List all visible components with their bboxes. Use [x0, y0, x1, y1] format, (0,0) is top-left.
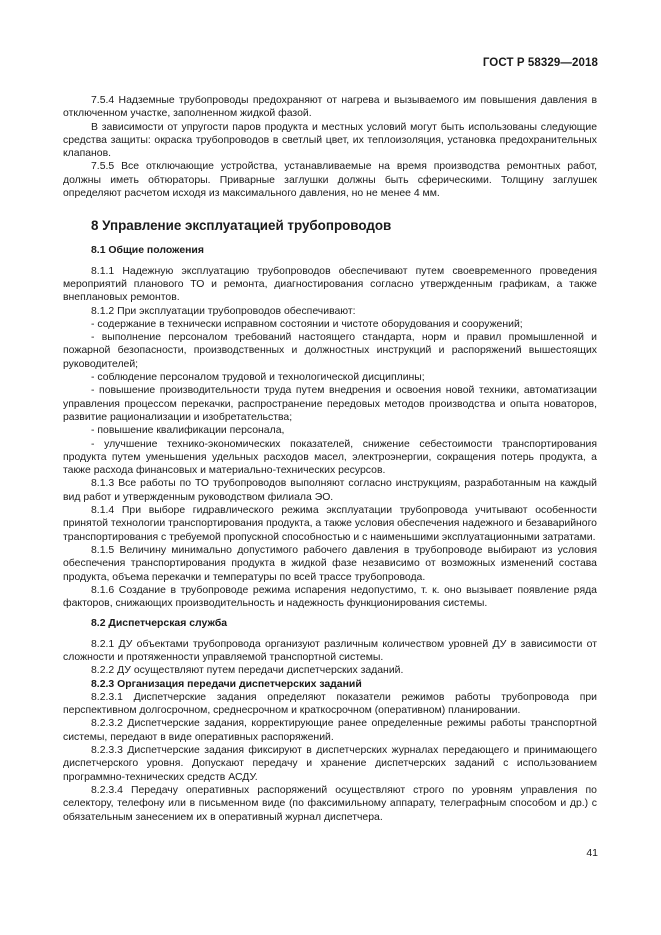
list-item: - содержание в технически исправном состоянии и чистоте оборудования и сооружений; [91, 318, 523, 330]
section-heading-8: 8 Управление эксплуатацией трубопроводов [91, 218, 392, 234]
list-item: - улучшение технико-экономических показателей, снижение себестоимости транспортирования продукта путем уменьшения удельных расходов масел, электроэнергии, сокращения потерь продукта, а также расхода финансовых и материально-технических ресурсов. [63, 438, 597, 477]
list-item: - повышение квалификации персонала, [91, 425, 285, 437]
paragraph-7-5-4-continued: В зависимости от упругости паров продукта и местных условий могут быть использованы следующие средства защиты: окраска трубопроводов в светлый цвет, их теплоизоляция, установка предохранительных клапанов. [63, 121, 597, 160]
paragraph-8-2-3-2: 8.2.3.2 Диспетчерские задания, корректирующие ранее определенные режимы работы транспортной системы, передают в виде оперативных распоряжений. [63, 718, 597, 743]
page-number: 41 [586, 847, 598, 859]
document-body [63, 94, 597, 824]
paragraph-8-1-3: 8.1.3 Все работы по ТО трубопроводов выполняют согласно инструкциям, разработанным на каждый вид работ и утвержденным руководством филиала ЭО. [63, 478, 597, 503]
paragraph-8-2-3-3: 8.2.3.3 Диспетчерские задания фиксируют в диспетчерских журналах передающего и принимающего диспетчерского уровня. Допускают передачу и хранение диспетчерских заданий с использованием программно-технических средств АСДУ. [63, 745, 597, 783]
paragraph-8-1-2: 8.1.2 При эксплуатации трубопроводов обеспечивают: [91, 305, 356, 317]
paragraph-7-5-5: 7.5.5 Все отключающие устройства, устанавливаемые на время производства ремонтных работ, должны иметь обтюраторы. Приварные заглушки должны быть сферическими. Толщину заглушек определяют расчетом исходя из максимального давления, но не менее 4 мм. [63, 161, 597, 200]
subsection-heading-8-2-3: 8.2.3 Организация передачи диспетчерских заданий [91, 678, 362, 690]
subsection-heading-8-2: 8.2 Диспетчерская служба [91, 618, 228, 630]
paragraph-8-2-2: 8.2.2 ДУ осуществляют путем передачи диспетчерских заданий. [91, 665, 404, 677]
paragraph-8-1-5: 8.1.5 Величину минимально допустимого рабочего давления в трубопроводе выбирают из условия обеспечения транспортирования продукта в жидкой фазе независимо от возможных изменений состава продукта, объема перекачки и температуры по всей трассе трубопровода. [63, 544, 597, 583]
paragraph-8-1-6: 8.1.6 Создание в трубопроводе режима испарения недопустимо, т. к. оно вызывает появление ряда факторов, снижающих производительность и надежность функционирования системы. [63, 584, 597, 610]
list-item: - выполнение персоналом требований настоящего стандарта, норм и правил промышленной и пожарной безопасности, производственных и должностных инструкций и распоряжений вышестоящих руководителей; [63, 332, 597, 370]
paragraph-8-2-1: 8.2.1 ДУ объектами трубопровода организуют различным количеством уровней ДУ в зависимости от сложности и протяженности управляемой транспортной системы. [63, 638, 597, 663]
subsection-heading-8-1: 8.1 Общие положения [91, 245, 204, 257]
list-item: - соблюдение персоналом трудовой и технологической дисциплины; [91, 372, 425, 384]
document-code-header: ГОСТ Р 58329—2018 [482, 57, 598, 69]
paragraph-8-2-3-1: 8.2.3.1 Диспетчерские задания определяют показатели режимов работы трубопровода при перспективном долгосрочном, среднесрочном и краткосрочном (оперативном) планировании. [63, 691, 597, 717]
paragraph-8-1-4: 8.1.4 При выборе гидравлического режима эксплуатации трубопровода учитывают особенности принятой технологии транспортирования продукта, а также условия обеспечения надежного и безаварийного транспортирования с требуемой пропускной способностью и с наименьшими эксплуатационными затратами. [63, 505, 597, 543]
paragraph-8-1-1: 8.1.1 Надежную эксплуатацию трубопроводов обеспечивают путем своевременного проведения мероприятий планового ТО и ремонта, диагностирования согласно утвержденным графикам, а также внеплановых ремонтов. [63, 265, 597, 304]
paragraph-7-5-4: 7.5.4 Надземные трубопроводы предохраняют от нагрева и вызываемого им повышения давления в отключенном участке, заполненном жидкой фазой. [63, 95, 597, 120]
list-item: - повышение производительности труда путем внедрения и освоения новой техники, автоматизации управления процессом перекачки, распространение передовых методов производства и опыта новаторов, развитие рационализации и изобретательства; [63, 385, 597, 423]
paragraph-8-2-3-4: 8.2.3.4 Передачу оперативных распоряжений осуществляют строго по уровням управления по селектору, телефону или в письменном виде (по факсимильному аппарату, телеграфным способом и др.) с обязательным занесением их в оперативный журнал диспетчера. [63, 784, 597, 823]
